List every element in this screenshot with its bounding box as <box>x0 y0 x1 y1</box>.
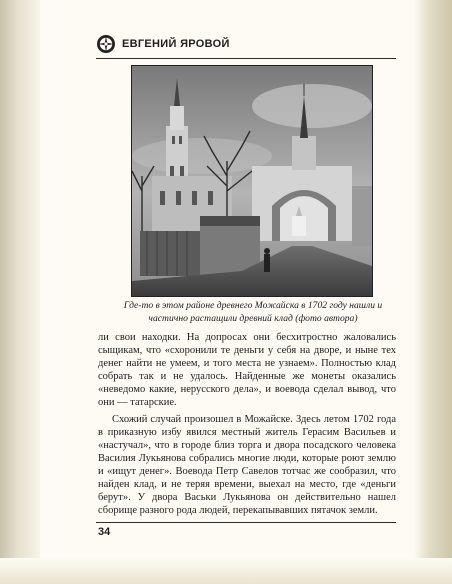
page-number: 34 <box>98 526 111 538</box>
header-rule <box>96 58 396 59</box>
page-edge-bottom <box>0 558 452 584</box>
paragraph: Схожий случай произошел в Можайске. Здесь летом 1702 года в приказную избу явился местный житель Герасим Васильев и «настучал», что в городе близ торга и двора посадского человека Василия Лукьянова собрались многие люди, которые роют землю и «ищут денег». Воевода Петр Савелов тотчас же сообразил, что найден клад, и не теряя времени, выехал на место, где «деньги берут». У двора Васьки Лукьянова он действительно нашел сборище разного рода людей, перекапывавших пятачок земли. <box>98 413 396 517</box>
page-edge-right <box>414 0 452 584</box>
photo-caption: Где-то в этом районе древнего Можайска в 1702 году нашли и частично растащили древний клад (фото автора) <box>123 300 383 324</box>
footer-rule <box>96 522 396 523</box>
book-spine-shadow <box>0 0 40 584</box>
body-text <box>98 331 396 517</box>
photo-church-gate <box>131 65 373 297</box>
compass-rose-icon <box>96 34 116 54</box>
running-title: ЕВГЕНИЙ ЯРОВОЙ <box>122 38 230 50</box>
photo-illustration <box>132 66 372 296</box>
running-header <box>96 32 366 56</box>
paragraph: ли свои находки. На допросах они бесхитростно жаловались сыщикам, что «схоронили те деньги у себя на дворе, и ныне тех денег найти не умеем, и того места не узнаем». Полностью клад собрать так и не удалось. Найденные же монеты оказались «неведомо какие, нерусского дела», и воевода сделал вывод, что они — татарские. <box>98 332 396 409</box>
